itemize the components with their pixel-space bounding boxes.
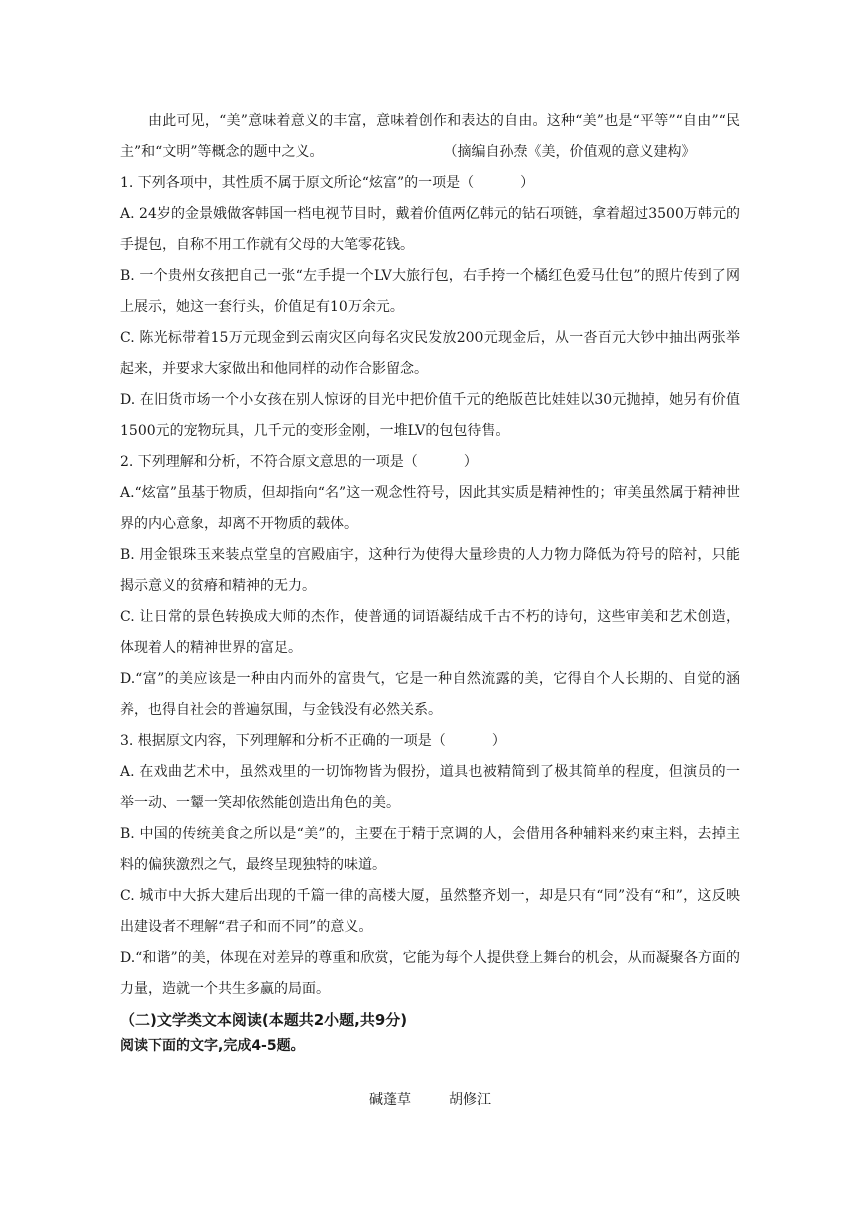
question-3-stem-end: ）	[491, 733, 506, 749]
section-heading: （二)文学类文本阅读(本题共2小题,共9分)	[120, 1011, 408, 1029]
question-1	[120, 168, 740, 199]
question-3	[120, 726, 740, 757]
passage-line-2: “自由”“民主”和“文明”等概念的题中之义。	[120, 113, 740, 160]
question-1-option-a: A. 24岁的金景娥做客韩国一档电视节目时，戴着价值两亿韩元的钻石项链，拿着超过3500万韩元的手提包，自称不用工作就有父母的大笔零花钱。	[120, 206, 740, 253]
citation-part-2: 的意义建构》	[611, 144, 696, 160]
passage-line-1: 由此可见，“美”意味着意义的丰富，意味着创作和表达的自由。这种“美”也是“平等”	[148, 113, 676, 129]
question-2-stem: 2. 下列理解和分析，不符合原文意思的一项是（	[120, 454, 418, 470]
question-1-stem-end: ）	[520, 175, 535, 191]
question-1-option-d: D. 在旧货市场一个小女孩在别人惊讶的目光中把价值千元的绝版芭比娃娃以30元抛掉，她另有价值1500元的宠物玩具，几千元的变形金刚，一堆LV的包包待售。	[120, 392, 740, 439]
article-title: 碱蓬草	[369, 1092, 411, 1108]
question-3-option-d: D.“和谐”的美，体现在对差异的尊重和欣赏，它能为每个人提供登上舞台的机会，从而凝聚各方面的力量，造就一个共生多赢的局面。	[120, 950, 740, 997]
question-2-stem-end: ）	[463, 454, 478, 470]
question-2-option-b: B. 用金银珠玉来装点堂皇的宫殿庙宇，这种行为使得大量珍贵的人力物力降低为符号的陪衬，只能揭示意义的贫瘠和精神的无力。	[120, 547, 740, 594]
question-3-option-c: C. 城市中大拆大建后出现的千篇一律的高楼大厦，虽然整齐划一，却是只有“同”没有“和”，这反映出建设者不理解“君子和而不同”的意义。	[120, 888, 740, 935]
passage-conclusion	[120, 106, 740, 168]
article-title-row	[120, 1085, 740, 1115]
question-2-option-d: D.“富”的美应该是一种由内而外的富贵气，它是一种自然流露的美，它得自个人长期的、自觉的涵养，也得自社会的普遍氛围，与金钱没有必然关系。	[120, 671, 740, 718]
question-2-option-a: A.“炫富”虽基于物质，但却指向“名”这一观念性符号，因此其实质是精神性的；审美虽然属于精神世界的内心意象，却离不开物质的载体。	[120, 485, 740, 532]
section-instruction: 阅读下面的文字,完成4-5题。	[120, 1038, 305, 1054]
question-1-stem: 1. 下列各项中，其性质不属于原文所论“炫富”的一项是（	[120, 175, 475, 191]
question-2-option-c: C. 让日常的景色转换成大师的杰作，使普通的词语凝结成千古不朽的诗句，这些审美和艺术创造，体现着人的精神世界的富足。	[120, 609, 740, 656]
question-3-stem: 3. 根据原文内容，下列理解和分析不正确的一项是（	[120, 733, 446, 749]
question-1-option-c: C. 陈光标带着15万元现金到云南灾区向每名灾民发放200元现金后，从一沓百元大钞中抽出两张举起来，并要求大家做出和他同样的动作合影留念。	[120, 330, 740, 377]
question-2	[120, 447, 740, 478]
article-author: 胡修江	[449, 1092, 491, 1108]
question-3-option-b: B. 中国的传统美食之所以是“美”的，主要在于精于烹调的人，会借用各种辅料来约束主料，去掉主料的偏狭激烈之气，最终呈现独特的味道。	[120, 826, 740, 873]
question-1-option-b: B. 一个贵州女孩把自己一张“左手提一个LV大旅行包，右手挎一个橘红色爱马仕包”的照片传到了网上展示，她这一套行头，价值足有10万余元。	[120, 268, 740, 315]
citation-part-1: （摘编自孙焘《美，价值观	[443, 144, 612, 160]
question-3-option-a: A. 在戏曲艺术中，虽然戏里的一切饰物皆为假扮，道具也被精简到了极其简单的程度，但演员的一举一动、一颦一笑却依然能创造出角色的美。	[120, 764, 740, 811]
